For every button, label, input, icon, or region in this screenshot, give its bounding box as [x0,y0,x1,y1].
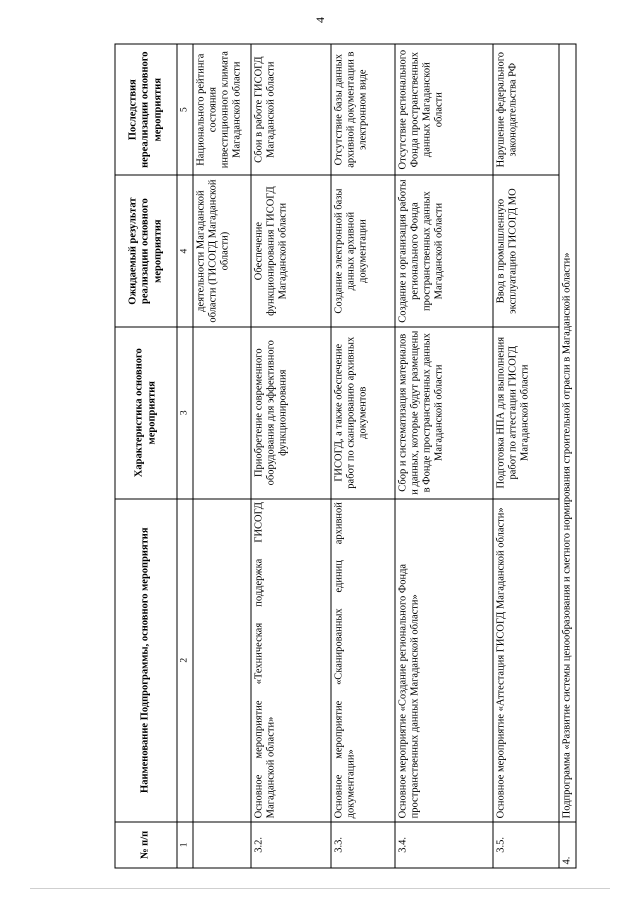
header-characteristic: Характеристика основного мероприятия [115,326,177,498]
row-result: Обеспечение функционирования ГИСОГД Магаданской области [250,175,330,327]
table-row [330,44,394,868]
header-result: Ожидаемый результат реализации основного мероприятия [115,175,177,327]
index-cell: 3 [177,326,193,498]
row-num: 3.5. [492,821,558,867]
row-characteristic [192,326,250,498]
row-num [192,821,250,867]
row-name [192,498,250,821]
row-consequence: Национального рейтинга состояния инвестиционного климата Магаданской области [192,44,250,175]
row-name: Основное мероприятие «Аттестация ГИСОГД Магаданской области» [492,498,558,821]
subprogram-row [558,44,575,868]
row-result: Создание электронной базы данных архивной документации [330,175,394,327]
row-characteristic: Подготовка НПА для выполнения работ по аттестации ГИСОГД Магаданской области [492,326,558,498]
header-name: Наименование Подпрограммы, основного мероприятия [115,498,177,821]
footer-divider [30,888,610,889]
index-cell: 2 [177,498,193,821]
rotated-table-wrapper [114,43,572,868]
table-row [394,44,492,868]
activities-table [114,43,576,868]
row-name: Основное мероприятие «Техническая поддержка ГИСОГД Магаданской области» [250,498,330,821]
row-characteristic: ГИСОГД, а также обеспечение работ по сканированию архивных документов [330,326,394,498]
row-result: деятельности Магаданской области (ГИСОГД Магаданской области) [192,175,250,327]
row-num: 3.2. [250,821,330,867]
row-name: Основное мероприятие «Сканированных единиц архивной документации» [330,498,394,821]
table-row [250,44,330,868]
row-consequence: Отсутствие базы данных архивной документации в электронном виде [330,44,394,175]
row-num: 3.3. [330,821,394,867]
table-row [492,44,558,868]
table-index-row [177,44,193,868]
subprogram-title: Подпрограмма «Развитие системы ценообразования и сметного нормирования строительной отрасли в Магаданской области» [558,44,575,822]
table-header-row [115,44,177,868]
page-number: 4 [313,17,327,23]
table-row [192,44,250,868]
row-num: 3.4. [394,821,492,867]
row-consequence: Сбои в работе ГИСОГД Магаданской области [250,44,330,175]
row-name: Основное мероприятие «Создание регионального Фонда пространственных данных Магаданской области» [394,498,492,821]
index-cell: 4 [177,175,193,327]
row-result: Создание и организация работы регионального Фонда пространственных данных Магаданской области [394,175,492,327]
row-characteristic: Сбор и систематизация материалов и данных, которые будут размещены в Фонде пространственных данных Магаданской области [394,326,492,498]
index-cell: 5 [177,44,193,175]
row-characteristic: Приобретение современного оборудования для эффективного функционирования [250,326,330,498]
header-consequence: Последствия нереализации основного мероприятия [115,44,177,175]
index-cell: 1 [177,821,193,867]
row-result: Ввод в промышленную эксплуатацию ГИСОГД МО [492,175,558,327]
row-consequence: Отсутствие регионального Фонда пространственных данных Магаданской области [394,44,492,175]
header-num: № п/п [115,821,177,867]
row-consequence: Нарушение федерального законодательства РФ [492,44,558,175]
row-num: 4. [558,821,575,867]
